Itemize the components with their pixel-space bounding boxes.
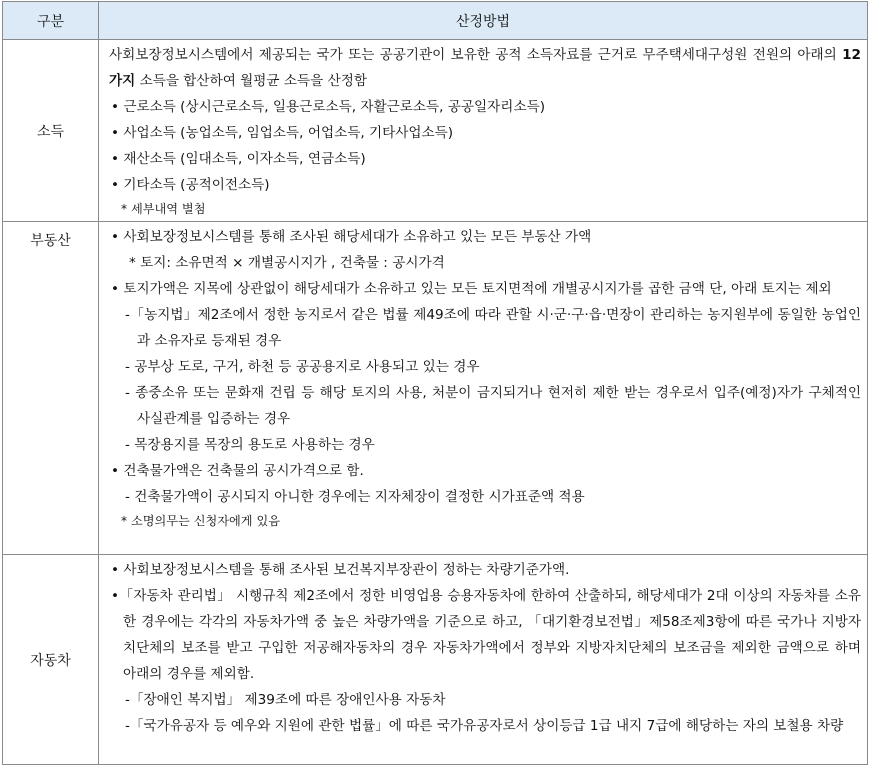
income-intro: 사회보장정보시스템에서 제공되는 국가 또는 공공기관이 보유한 공적 소득자료를 근거로 무주택세대구성원 전원의 아래의 12가지 소득을 합산하여 월평균 소득을 산정함 — [109, 47, 861, 89]
realestate-note: * 소명의무는 신청자에게 있음 — [121, 514, 280, 528]
vehicle-exclusion-disabled: -「장애인 복지법」 제39조에 따른 장애인사용 자동차 — [125, 692, 446, 708]
realestate-bullet-2: • 토지가액은 지목에 상관없이 해당세대가 소유하고 있는 모든 토지면적에 개별공시지가를 곱한 금액 단, 아래 토지는 제외 — [111, 281, 832, 297]
table-row-realestate — [3, 222, 868, 555]
header-category: 구분 — [3, 2, 99, 40]
realestate-bullet-3-sub: - 건축물가액이 공시되지 아니한 경우에는 지자체장이 결정한 시가표준액 적용 — [125, 489, 585, 505]
income-item-other: • 기타소득 (공적이전소득) — [111, 177, 270, 193]
realestate-bullet-3: • 건축물가액은 건축물의 공시가격으로 함. — [111, 463, 364, 479]
realestate-exclusion-restricted: - 종중소유 또는 문화재 건립 등 해당 토지의 사용, 처분이 금지되거나 현저히 제한 받는 경우로서 입주(예정)자가 구체적인 사실관계를 입증하는 경우 — [125, 385, 861, 427]
income-item-business: • 사업소득 (농업소득, 임업소득, 어업소득, 기타사업소득) — [111, 125, 454, 141]
income-method-cell — [99, 40, 868, 222]
realestate-exclusion-public: - 공부상 도로, 구거, 하천 등 공공용지로 사용되고 있는 경우 — [125, 359, 480, 375]
vehicle-bullet-1: • 사회보장정보시스템을 통해 조사된 보건복지부장관이 정하는 차량기준가액. — [111, 562, 570, 578]
category-vehicle: 자동차 — [3, 555, 99, 765]
vehicle-method-cell — [99, 555, 868, 765]
category-income: 소득 — [3, 40, 99, 222]
table-row-vehicle — [3, 555, 868, 765]
realestate-bullet-1: • 사회보장정보시스템를 통해 조사된 해당세대가 소유하고 있는 모든 부동산 가액 — [111, 229, 592, 245]
income-note: * 세부내역 별첨 — [121, 202, 206, 216]
vehicle-exclusion-veteran: -「국가유공자 등 예우와 지원에 관한 법률」에 따른 국가유공자로서 상이등급 1급 내지 7급에 해당하는 자의 보철용 차량 — [125, 718, 844, 734]
income-calculation-table — [2, 1, 868, 765]
header-method: 산정방법 — [99, 2, 868, 40]
table-row-income — [3, 40, 868, 222]
realestate-bullet-1-note: * 토지: 소유면적 × 개별공시지가 , 건축물 : 공시가격 — [129, 255, 445, 271]
realestate-exclusion-ranch: - 목장용지를 목장의 용도로 사용하는 경우 — [125, 437, 375, 453]
category-realestate: 부동산 — [3, 222, 99, 555]
table-header-row — [3, 2, 868, 40]
income-item-labor: • 근로소득 (상시근로소득, 일용근로소득, 자활근로소득, 공공일자리소득) — [111, 99, 546, 115]
realestate-exclusion-farmland: -「농지법」제2조에서 정한 농지로서 같은 법률 제49조에 따라 관할 시·군·구·읍·면장이 관리하는 농지원부에 동일한 농업인과 소유자로 등재된 경우 — [125, 307, 861, 349]
income-item-property: • 재산소득 (임대소득, 이자소득, 연금소득) — [111, 151, 366, 167]
vehicle-bullet-2: •「자동차 관리법」 시행규칙 제2조에서 정한 비영업용 승용자동차에 한하여 산출하되, 해당세대가 2대 이상의 자동차를 소유한 경우에는 각각의 자동차가액 중 높은 차량가액을 기준으로 하고, 「대기환경보전법」제58조제3항에 따른 국가나 지방자치단체의 보조를 받고 구입한 저공해자동차의 경우 자동차가액에서 정부와 지방자치단체의 보조금을 제외한 금액으로 하며 아래의 경우를 제외함. — [111, 588, 861, 682]
realestate-method-cell — [99, 222, 868, 555]
